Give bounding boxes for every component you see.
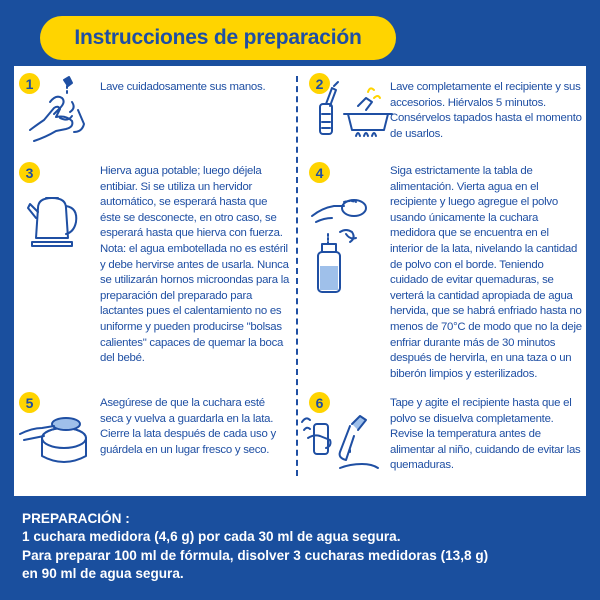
preparation-heading: PREPARACIÓN :: [22, 511, 130, 526]
step-4-text: Siga estrictamente la tabla de alimentación. Vierta agua en el recipiente y luego agregue el polvo usando únicamente la cuchara medidora que se encuentra en el interior de la lata, nivelando la cantidad de polvo con el borde. Teniendo cuidado de evitar quemaduras, se verterá la cantidad apropiada de agua hervida, que se habrá enfriado hasta no menos de 70°C de modo que no la deje enfriar durante más de 30 minutos después de hervirla, en una taza o un biberón limpios y esterilizados.: [390, 165, 582, 380]
title-banner: [40, 16, 396, 60]
page-title: Instrucciones de preparación: [74, 26, 362, 49]
bottle-boiling-icon: [312, 78, 394, 146]
step-6-text: Tape y agite el recipiente hasta que el polvo se disuelva completamente. Revise la temperatura antes de alimentar al niño, cuidando de evitar las quemaduras.: [390, 397, 581, 472]
hand-washing-icon: [20, 72, 98, 150]
step-number-badge: 3: [19, 162, 40, 183]
step-number-badge: 4: [309, 162, 330, 183]
step-5-text: Asegúrese de que la cuchara esté seca y vuelva a guardarla en la lata. Cierre la lata después de cada uso y guárdela en un lugar fresco y seco.: [100, 397, 276, 456]
step-3-text: Hierva agua potable; luego déjela entibiar. Si se utiliza un hervidor automático, se esperará hasta que éste se desconecte, en otro caso, se esperará hasta que hierva con fuerza. Nota: el agua embotellada no es estéril y debe hervirse antes de usarla. Nunca se utilizarán hornos microondas para la preparación del preparado para lactantes pues el calentamiento no es uniforme y pueden producirse "bolsas calientes" capaces de quemar la boca del bebé.: [100, 165, 290, 365]
preparation-section: [22, 510, 488, 584]
step-1-text: Lave cuidadosamente sus manos.: [100, 81, 266, 93]
scoop-and-bottle-icon: [306, 188, 388, 298]
step-number-badge: 1: [19, 73, 40, 94]
step-number-badge: 6: [309, 392, 330, 413]
shake-bottle-icon: [300, 412, 384, 474]
preparation-line-3: en 90 ml de agua segura.: [22, 566, 184, 582]
step-number-badge: 5: [19, 392, 40, 413]
preparation-line-1: 1 cuchara medidora (4,6 g) por cada 30 ml de agua segura.: [22, 529, 401, 545]
step-number-badge: 2: [309, 73, 330, 94]
kettle-icon: [26, 190, 80, 250]
preparation-line-2: Para preparar 100 ml de fórmula, disolver 3 cucharas medidoras (13,8 g): [22, 547, 489, 563]
column-divider: [296, 76, 298, 476]
step-2-text: Lave completamente el recipiente y sus accesorios. Hiérvalos 5 minutos. Consérvelos tapados hasta el momento de usarlos.: [390, 81, 582, 140]
can-closing-icon: [18, 408, 92, 470]
